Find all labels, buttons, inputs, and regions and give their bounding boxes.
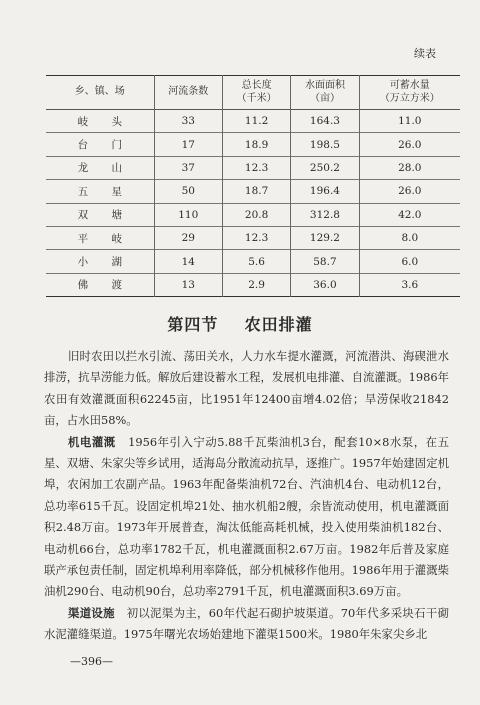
cell-storage-capacity: 26.0 — [359, 180, 460, 203]
paragraph-channel-facilities — [44, 603, 449, 646]
header-river-count: 河流条数 — [154, 76, 222, 110]
cell-total-length: 18.9 — [222, 133, 290, 156]
table-row — [46, 273, 460, 296]
paragraph-mechanical-irrigation — [44, 432, 449, 603]
body-text — [44, 346, 449, 646]
river-statistics-table — [46, 75, 460, 297]
table-row — [46, 203, 460, 226]
table-row — [46, 156, 460, 179]
cell-township: 双 塘 — [77, 209, 132, 222]
cell-total-length: 5.6 — [222, 250, 290, 273]
cell-township: 佛 渡 — [77, 279, 132, 292]
cell-township: 小 湖 — [77, 256, 132, 269]
cell-river-count: 17 — [154, 133, 222, 156]
header-water-area: 水面面积 （亩） — [291, 76, 359, 110]
table-row — [46, 133, 460, 156]
table-row — [46, 110, 460, 133]
cell-river-count: 14 — [154, 250, 222, 273]
cell-river-count: 29 — [154, 226, 222, 249]
cell-total-length: 12.3 — [222, 226, 290, 249]
cell-river-count: 110 — [154, 203, 222, 226]
cell-total-length: 2.9 — [222, 273, 290, 296]
cell-storage-capacity: 11.0 — [359, 110, 460, 133]
cell-water-area: 250.2 — [291, 156, 359, 179]
cell-water-area: 129.2 — [291, 226, 359, 249]
header-storage-capacity: 可蓄水量 （万立方米） — [359, 76, 460, 110]
cell-township: 龙 山 — [77, 162, 132, 175]
cell-township: 五 星 — [77, 185, 132, 198]
page-number: —396— — [70, 655, 113, 668]
paragraph-intro: 旧时农田以拦水引流、荡田关水，人力水车提水灌溉，河流潜洪、海碶泄水排涝，抗旱涝能力低。解放后建设蓄水工程，发展机电排灌、自流灌溉。1986年农田有效灌溉面积62245亩，比1951年12400亩增4.02倍；旱涝保收21842亩，占水田58%。 — [44, 349, 449, 428]
cell-river-count: 33 — [154, 110, 222, 133]
cell-water-area: 196.4 — [291, 180, 359, 203]
section-title: 农田排灌 — [244, 315, 313, 334]
cell-water-area: 36.0 — [291, 273, 359, 296]
cell-total-length: 12.3 — [222, 156, 290, 179]
section-heading — [0, 312, 480, 335]
cell-storage-capacity: 26.0 — [359, 133, 460, 156]
cell-total-length: 20.8 — [222, 203, 290, 226]
cell-township: 台 门 — [77, 139, 132, 152]
table-row — [46, 226, 460, 249]
header-total-length: 总长度 （千米） — [222, 76, 290, 110]
subheading-channel-facilities: 渠道设施 — [68, 605, 115, 620]
cell-storage-capacity: 28.0 — [359, 156, 460, 179]
cell-river-count: 13 — [154, 273, 222, 296]
cell-storage-capacity: 8.0 — [359, 226, 460, 249]
table-row — [46, 180, 460, 203]
subheading-mechanical-irrigation: 机电灌溉 — [68, 434, 116, 449]
cell-river-count: 37 — [154, 156, 222, 179]
cell-total-length: 11.2 — [222, 110, 290, 133]
cell-township: 平 岐 — [77, 232, 132, 245]
table-header-row — [46, 76, 460, 110]
cell-storage-capacity: 3.6 — [359, 273, 460, 296]
cell-storage-capacity: 42.0 — [359, 203, 460, 226]
cell-storage-capacity: 6.0 — [359, 250, 460, 273]
cell-water-area: 312.8 — [291, 203, 359, 226]
cell-water-area: 58.7 — [291, 250, 359, 273]
paragraph-mechanical-irrigation-text: 1956年引入宁动5.88千瓦柴油机3台，配套10×8水泵，在五星、双塘、朱家尖等乡试用，适海岛分散流动抗旱，逐推广。1957年始建固定机埠，农闲加工农副产品。1963年配备柴油机72台、汽油机4台、电动机12台，总功率615千瓦。设固定机埠21处、抽水机船2艘，余皆流动使用，机电灌溉面积2.48万亩。1973年开展普查，淘汰低能高耗机械，投入使用柴油机182台、电动机66台，总功率1782千瓦，机电灌溉面积2.67万亩。1982年后普及家庭联产承包责任制，固定机埠利用率降低，部分机械移作他用。1986年用于灌溉柴油机290台、电动机90台，总功率2791千瓦，机电灌溉面积3.69万亩。 — [44, 434, 449, 599]
cell-total-length: 18.7 — [222, 180, 290, 203]
cell-river-count: 50 — [154, 180, 222, 203]
paragraph-channel-facilities-text: 初以泥渠为主，60年代起石砌护坡渠道。70年代多采块石干砌水泥灌缝渠道。1975年曙光农场始建地下灌渠1500米。1980年朱家尖乡北 — [44, 605, 449, 642]
continued-table-label: 续表 — [414, 47, 436, 60]
cell-township: 岐 头 — [77, 115, 132, 128]
section-number: 第四节 — [167, 315, 219, 334]
cell-water-area: 198.5 — [291, 133, 359, 156]
header-township: 乡、镇、场 — [74, 86, 125, 98]
cell-water-area: 164.3 — [291, 110, 359, 133]
table-row — [46, 250, 460, 273]
